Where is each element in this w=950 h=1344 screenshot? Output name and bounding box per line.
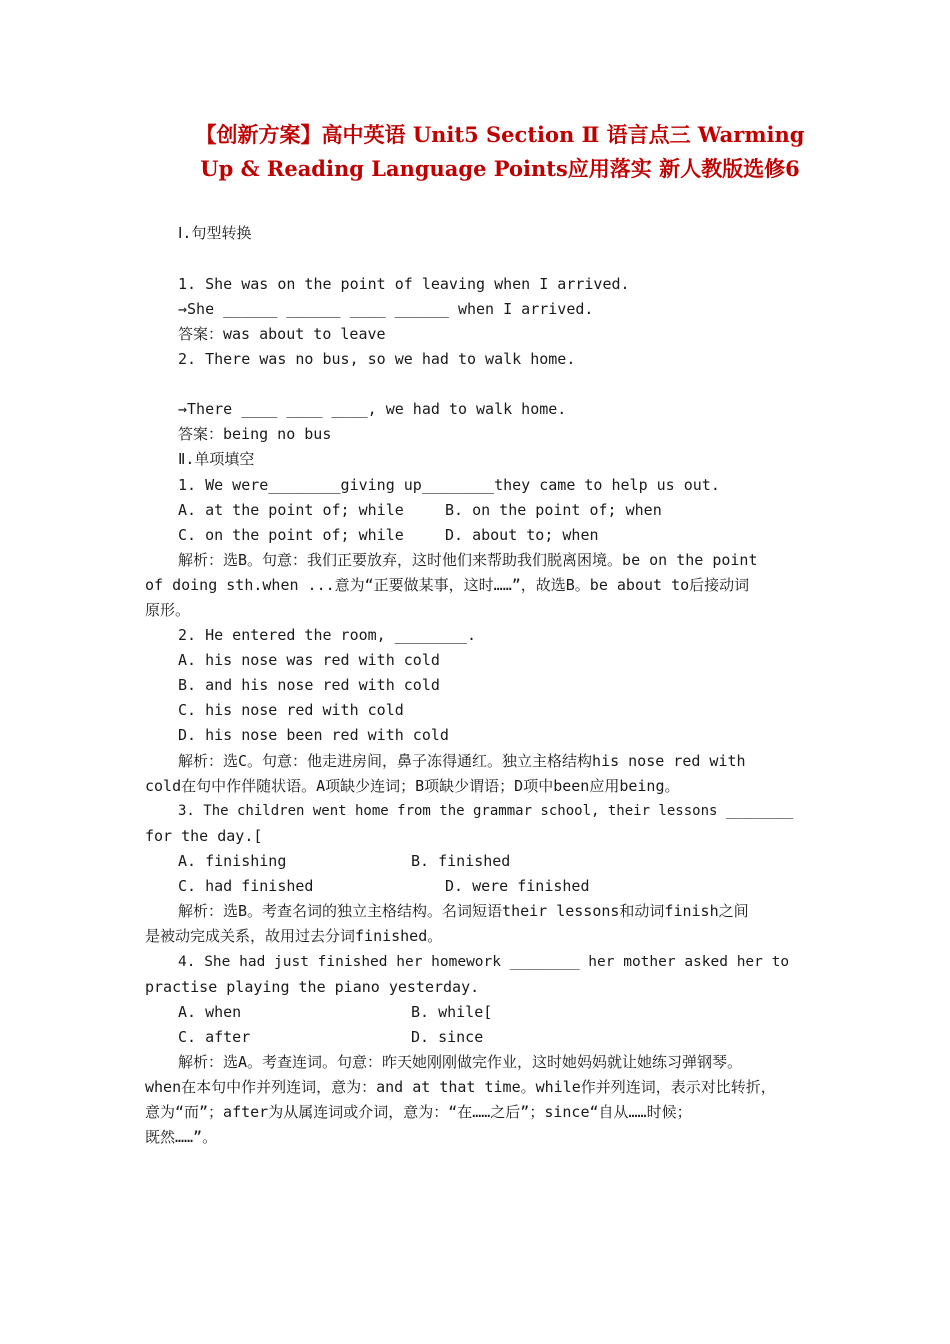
s2-q1-option-b: B. on the point of; when (445, 501, 662, 519)
s2-question-2: 2. He entered the room, ________. (178, 626, 477, 644)
s2-q4-explanation-1: 解析：选A。考查连词。句意：昨天她刚刚做完作业，这时她妈妈就让她练习弹钢琴。 (178, 1053, 743, 1071)
s2-question-4-line-1: 4. She had just finished her homework ________ her mother asked her to (178, 954, 790, 970)
s2-q2-option-a: A. his nose was red with cold (178, 651, 440, 669)
s2-q2-option-b: B. and his nose red with cold (178, 676, 440, 694)
s2-q4-explanation-4: 既然……”。 (145, 1128, 218, 1146)
s2-q1-explanation-3: 原形。 (145, 601, 191, 619)
s2-q1-option-c: C. on the point of; while (178, 526, 404, 544)
section-1-heading: Ⅰ.句型转换 (178, 224, 252, 242)
s2-q2-option-d: D. his nose been red with cold (178, 726, 449, 744)
s2-q1-explanation-2: of doing sth.when ...意为“正要做某事，这时……”，故选B。be about to后接动词 (145, 576, 750, 594)
s2-question-3-line-2: for the day.[ (145, 827, 263, 845)
document-title (150, 118, 850, 186)
title-line-1: 【创新方案】高中英语 Unit5 Section Ⅱ 语言点三 Warming (195, 122, 805, 147)
s2-q3-option-b: B. finished (411, 852, 511, 870)
s2-q1-explanation-1: 解析：选B。句意：我们正要放弃，这时他们来帮助我们脱离困境。be on the point (178, 551, 758, 569)
s2-q4-option-a: A. when (178, 1003, 242, 1021)
s2-q1-option-a: A. at the point of; while (178, 501, 404, 519)
s2-question-3-line-1: 3. The children went home from the grammar school, their lessons ________ (178, 803, 794, 819)
section-2-heading: Ⅱ.单项填空 (178, 450, 255, 468)
s2-question-1: 1. We were________giving up________they came to help us out. (178, 476, 720, 494)
s1-question-1-rewrite: →She ______ ______ ____ ______ when I arrived. (178, 300, 594, 318)
s2-q2-explanation-2: cold在句中作伴随状语。A项缺少连词；B项缺少谓语；D项中been应用being。 (145, 777, 680, 795)
s2-q3-explanation-2: 是被动完成关系，故用过去分词finished。 (145, 927, 443, 945)
s2-q3-option-c: C. had finished (178, 877, 314, 895)
title-line-2: Up & Reading Language Points应用落实 新人教版选修6 (200, 156, 800, 181)
s2-question-4-line-2: practise playing the piano yesterday. (145, 978, 480, 996)
s2-q4-explanation-2: when在本句中作并列连词，意为：and at that time。while作并列连词，表示对比转折， (145, 1078, 776, 1096)
s1-question-1-answer: 答案：was about to leave (178, 325, 386, 343)
s2-q1-option-d: D. about to; when (445, 526, 599, 544)
s2-q2-option-c: C. his nose red with cold (178, 701, 404, 719)
s1-question-2: 2. There was no bus, so we had to walk home. (178, 350, 576, 368)
s2-q4-option-b: B. while[ (411, 1003, 493, 1021)
s1-question-2-answer: 答案：being no bus (178, 425, 332, 443)
s1-question-1: 1. She was on the point of leaving when I arrived. (178, 275, 630, 293)
s2-q4-explanation-3: 意为“而”；after为从属连词或介词，意为：“在……之后”；since“自从……时候； (145, 1103, 692, 1121)
s2-q3-option-a: A. finishing (178, 852, 287, 870)
s2-q4-option-d: D. since (411, 1028, 484, 1046)
s2-q3-explanation-1: 解析：选B。考查名词的独立主格结构。名词短语their lessons和动词finish之间 (178, 902, 749, 920)
s2-q2-explanation-1: 解析：选C。句意：他走进房间，鼻子冻得通红。独立主格结构his nose red with (178, 752, 746, 770)
s1-question-2-rewrite: →There ____ ____ ____, we had to walk home. (178, 400, 567, 418)
s2-q3-option-d: D. were finished (445, 877, 590, 895)
s2-q4-option-c: C. after (178, 1028, 251, 1046)
